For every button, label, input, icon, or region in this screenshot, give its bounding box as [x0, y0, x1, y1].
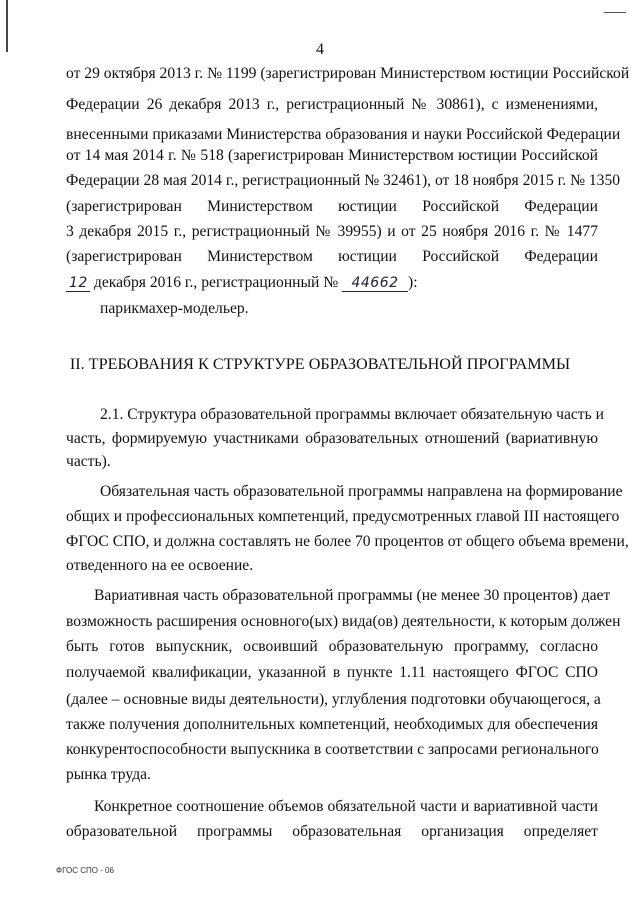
text-line: часть, формируемую участниками образовательных отношений (вариативную: [66, 430, 598, 447]
text-line: (далее – основные виды деятельности), углубления подготовки обучающегося, а: [66, 691, 601, 708]
text-line: Вариативная часть образовательной программы (не менее 30 процентов) дает: [94, 587, 611, 604]
registration-text: декабря 2016 г., регистрационный №: [90, 274, 343, 291]
text-line: Федерации 26 декабря 2013 г., регистрационный № 30861), с изменениями,: [66, 96, 598, 113]
registration-line: [66, 273, 598, 293]
text-line: 3 декабря 2015 г., регистрационный № 39955) и от 25 ноября 2016 г. № 1477: [66, 223, 598, 240]
text-line: получаемой квалификации, указанной в пункте 1.11 настоящего ФГОС СПО: [66, 664, 598, 681]
text-line: ФГОС СПО, и должна составлять не более 70 процентов от общего объема времени,: [66, 533, 629, 550]
text-line: отведенного на ее освоение.: [66, 557, 254, 574]
text-line: Конкретное соотношение объемов обязательной части и вариативной части: [94, 798, 598, 815]
text-line: внесенными приказами Министерства образования и науки Российской Федерации: [66, 126, 621, 143]
text-line: 2.1. Структура образовательной программы включает обязательную часть и: [100, 406, 604, 423]
handwritten-day: 12: [66, 275, 90, 292]
footer-document-code: ФГОС СПО - 06: [56, 866, 114, 875]
text-line: от 29 октября 2013 г. № 1199 (зарегистрирован Министерством юстиции Российской: [66, 65, 630, 82]
text-line: возможность расширения основного(ых) вида(ов) деятельности, к которым должен: [66, 613, 621, 630]
text-line: Обязательная часть образовательной программы направлена на формирование: [100, 483, 623, 500]
handwritten-registration-number: 44662: [342, 275, 408, 292]
text-line: рынка труда.: [66, 766, 151, 783]
scan-corner-mark: [604, 12, 626, 13]
registration-text-end: ):: [408, 274, 418, 291]
text-line: (зарегистрирован Министерством юстиции Российской Федерации: [66, 248, 598, 265]
profession-name: парикмахер-модельер.: [100, 300, 249, 317]
page-number: 4: [316, 41, 324, 58]
text-line: часть).: [66, 453, 111, 470]
text-line: Федерации 28 мая 2014 г., регистрационный № 32461), от 18 ноября 2015 г. № 1350: [66, 172, 621, 189]
text-line: образовательной программы образовательная организация определяет: [66, 823, 598, 840]
text-line: (зарегистрирован Министерством юстиции Российской Федерации: [66, 198, 598, 215]
text-line: также получения дополнительных компетенций, необходимых для обеспечения: [66, 716, 598, 733]
text-line: от 14 мая 2014 г. № 518 (зарегистрирован Министерством юстиции Российской: [66, 147, 598, 164]
text-line: общих и профессиональных компетенций, предусмотренных главой III настоящего: [66, 508, 620, 525]
section-heading: II. ТРЕБОВАНИЯ К СТРУКТУРЕ ОБРАЗОВАТЕЛЬНОЙ ПРОГРАММЫ: [69, 355, 571, 373]
text-line: быть готов выпускник, освоивший образовательную программу, согласно: [66, 638, 598, 655]
text-line: конкурентоспособности выпускника в соответствии с запросами регионального: [66, 741, 599, 758]
